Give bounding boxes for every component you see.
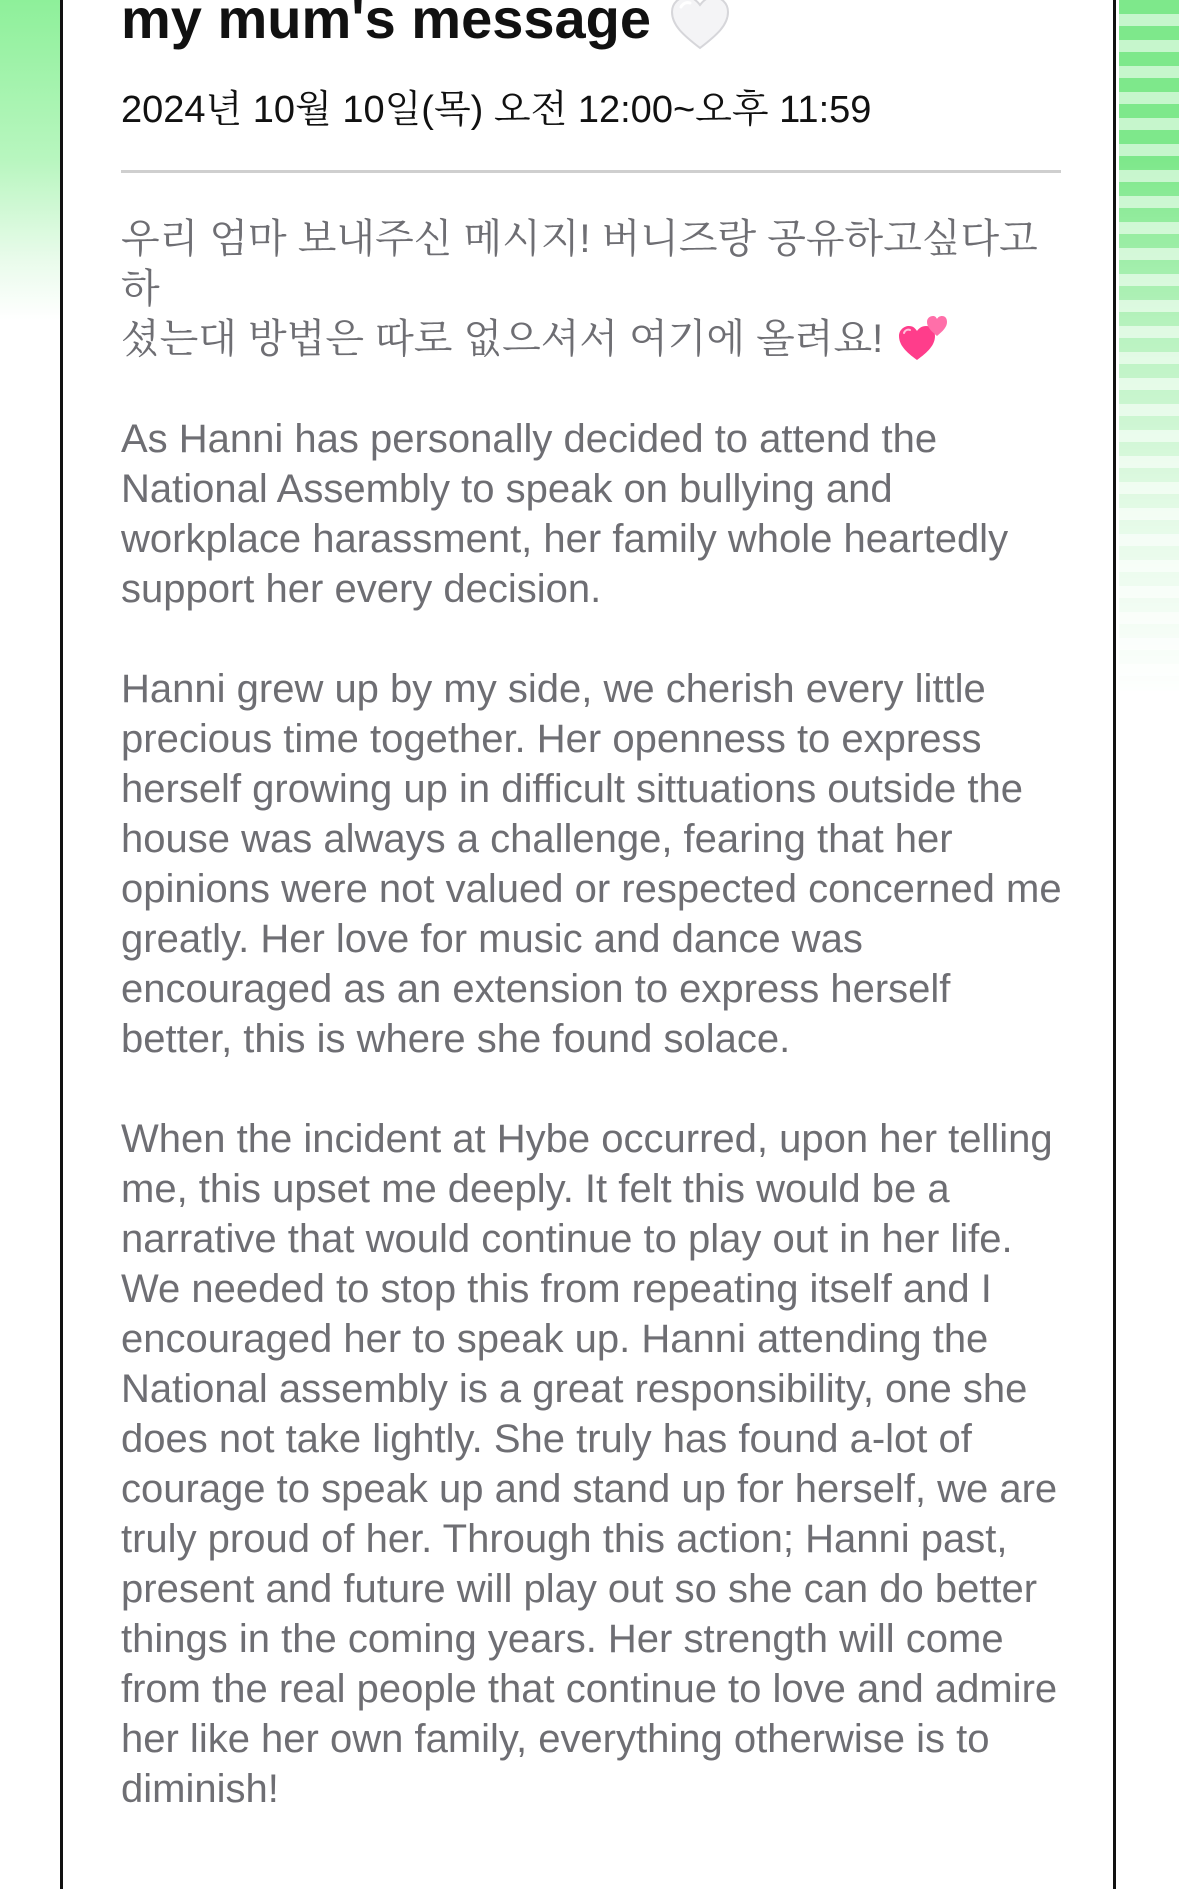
title-row bbox=[121, 0, 731, 58]
right-decorative-strip bbox=[1119, 0, 1179, 1889]
intro-paragraph bbox=[121, 214, 1066, 364]
intro-line-1: 우리 엄마 보내주신 메시지! 버니즈랑 공유하고싶다고 하 bbox=[121, 217, 1038, 311]
divider bbox=[121, 170, 1061, 173]
post-card bbox=[60, 0, 1116, 1889]
paragraph-1: As Hanni has personally decided to attend the National Assembly to speak on bullying and workplace harassment, her family whole heartedly support her every decision. bbox=[121, 417, 1009, 611]
two-hearts-icon bbox=[897, 314, 949, 362]
intro-line-2: 셨는대 방법은 따로 없으셔서 여기에 올려요! bbox=[121, 317, 884, 361]
paragraph-3: When the incident at Hybe occurred, upon her telling me, this upset me deeply. It felt this would be a narrative that would continue to play out in her life. We needed to stop this from repeating itself and I encouraged her to speak up. Hanni attending the National assembly is a great responsibility, one she does not take lightly. She truly has found a-lot of courage to speak up and stand up for herself, we are truly proud of her. Through this action; Hanni past, present and future will play out so she can do better things in the coming years. Her strength will come from the real people that continue to love and admire her like her own family, everything otherwise is to diminish! bbox=[121, 1117, 1058, 1811]
left-decorative-strip bbox=[0, 0, 60, 1889]
right-stripes bbox=[1119, 0, 1179, 700]
post-date: 2024년 10월 10일(목) 오전 12:00~오후 11:59 bbox=[121, 89, 872, 131]
paragraph-2: Hanni grew up by my side, we cherish every little precious time together. Her openness to express herself growing up in difficult sittuations outside the house was always a challenge, fearing that her opinions were not valued or respected concerned me greatly. Her love for music and dance was encouraged as an extension to express herself better, this is where she found solace. bbox=[121, 667, 1062, 1061]
white-heart-icon bbox=[669, 0, 731, 51]
post-body bbox=[121, 214, 1066, 1864]
post-title: my mum's message bbox=[121, 0, 652, 50]
